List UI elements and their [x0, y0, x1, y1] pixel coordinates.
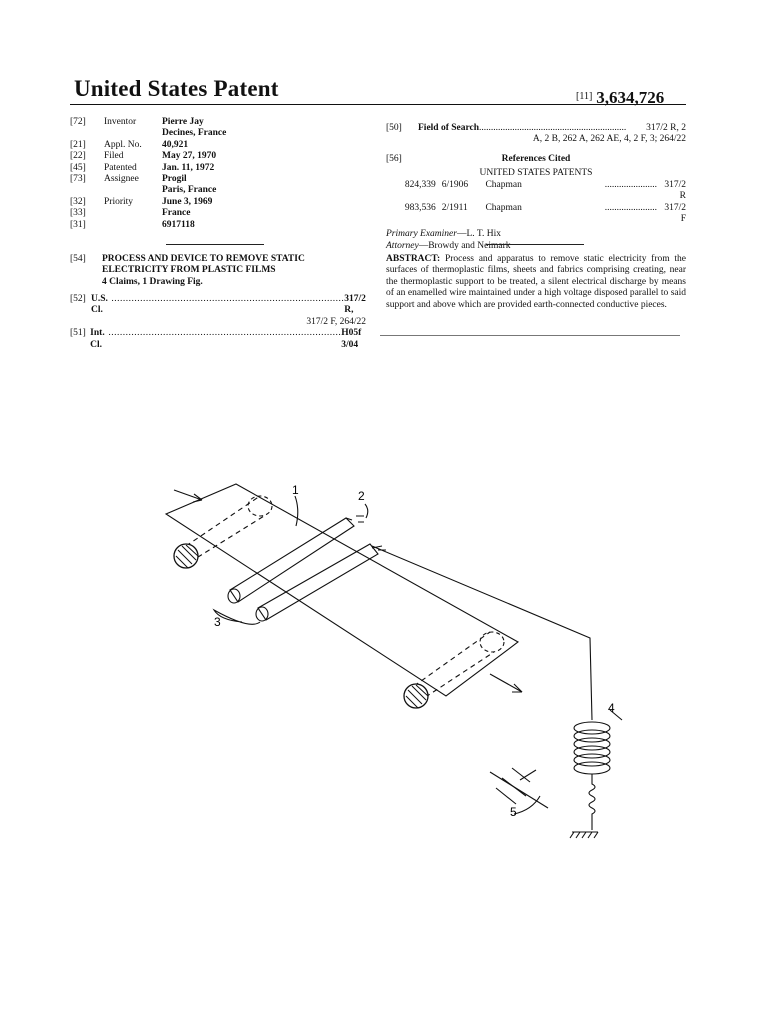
- primary-examiner: Primary Examiner—L. T. Hix: [386, 229, 501, 240]
- filed-row: [22] Filed May 27, 1970: [70, 151, 217, 162]
- drawing-label-1: 1: [292, 483, 299, 497]
- inventor-name: Pierre Jay: [162, 117, 204, 127]
- number-row: [31] 6917118: [70, 219, 195, 230]
- plastic-film: [166, 484, 518, 696]
- left-roller: [174, 544, 198, 568]
- priority-number: 6917118: [162, 219, 195, 230]
- patent-number-block: [576, 88, 664, 108]
- appl-no-value: 40,921: [162, 139, 189, 150]
- reference-row: 824,339 6/1906 Chapman ...................... 317/2 R: [404, 179, 686, 202]
- right-roller: [404, 684, 428, 708]
- input-arrow: [174, 490, 202, 500]
- us-class-value-cont: 317/2 F, 264/22: [306, 316, 366, 327]
- invention-title-block: [70, 254, 370, 288]
- priority-row: [32] Priority June 3, 1969: [70, 196, 213, 207]
- appl-no-row: [21] Appl. No. 40,921: [70, 139, 189, 150]
- output-arrow: [490, 674, 522, 692]
- electrode-rod-1: [230, 518, 354, 602]
- abstract-underline: [380, 335, 680, 336]
- abstract-label: ABSTRACT:: [386, 254, 441, 264]
- inventor-location: Decines, France: [162, 128, 227, 139]
- left-separator: [166, 244, 264, 245]
- references-code: [56]: [386, 154, 402, 164]
- search-value-cont: A, 2 B, 262 A, 262 AE, 4, 2 F, 3; 264/22: [532, 134, 686, 145]
- patented-value: Jan. 11, 1972: [162, 162, 215, 173]
- attorney: Attorney—Browdy and Neimark: [386, 240, 511, 251]
- ground-spring: [589, 774, 595, 830]
- invention-title: PROCESS AND DEVICE TO REMOVE STATIC ELECTRICITY FROM PLASTIC FILMS: [102, 254, 305, 276]
- abstract-text: Process and apparatus to remove static electricity from the surfaces of thermoplastic films, sheets and fabrics comprising creating, near the thermoplastic support to be treated, a silent electrical discharge by means of an enamelled wire maintained under a high voltage disposed parallel to said support and above which are provided earth-connected conductive pieces.: [386, 254, 686, 310]
- country-value: France: [162, 208, 191, 219]
- us-class-value: 317/2 R,: [344, 294, 366, 316]
- ground-symbol: [570, 832, 598, 838]
- patented-row: [45] Patented Jan. 11, 1972: [70, 162, 215, 173]
- assignee-location-row: [70, 185, 370, 196]
- inventor-row: [72] Inventor Pierre Jay: [70, 117, 204, 127]
- patent-drawing: [160, 470, 620, 870]
- references-heading: References Cited: [501, 154, 571, 164]
- roller-end: [248, 496, 272, 516]
- assignee-name: Progil: [162, 174, 187, 185]
- country-row: [33] France: [70, 208, 191, 219]
- right-separator: [486, 244, 584, 245]
- document-title: United States Patent: [74, 76, 279, 101]
- patent-number-code: [11]: [576, 91, 593, 102]
- search-value: 317/2 R, 2: [646, 123, 686, 133]
- us-classification: [52] U.S. Cl. ................................................................................. 317/2 R, 317/2 F, 264/22 [51] Int. Cl. ................................................................................. H05f 3/04: [70, 294, 366, 350]
- coil-assembly: [490, 768, 548, 808]
- field-of-search: [50] Field of Search .............................................................. 317/2 R, 2 A, 2 B, 262 A, 262 AE, 4, 2 F, 3; 264/22: [386, 123, 686, 145]
- priority-value: June 3, 1969: [162, 196, 213, 207]
- electrode-rod-2: [258, 544, 378, 620]
- drawing-label-2: 2: [358, 489, 365, 503]
- bibliographic-data: [70, 117, 370, 231]
- drawing-label-5: 5: [510, 805, 517, 819]
- int-class-value: H05f 3/04: [341, 328, 362, 350]
- invention-code: [54]: [70, 254, 86, 264]
- reference-row: 983,536 2/1911 Chapman ...................... 317/2 F: [404, 202, 686, 225]
- patent-number: 3,634,726: [596, 88, 665, 107]
- references-cited: [386, 154, 686, 252]
- abstract: [386, 254, 686, 311]
- header-rule: [70, 104, 686, 105]
- claims-count: 4 Claims, 1 Drawing Fig.: [102, 276, 203, 287]
- transformer-coil: [574, 722, 610, 774]
- roller-end: [480, 632, 504, 652]
- drawing-label-3: 3: [214, 615, 221, 629]
- references-subheading: UNITED STATES PATENTS: [479, 168, 593, 179]
- drawing-label-4: 4: [608, 701, 615, 715]
- assignee-location: Paris, France: [162, 185, 217, 196]
- inventor-location-row: [70, 128, 370, 139]
- filed-value: May 27, 1970: [162, 151, 217, 162]
- assignee-row: [73] Assignee Progil: [70, 174, 187, 185]
